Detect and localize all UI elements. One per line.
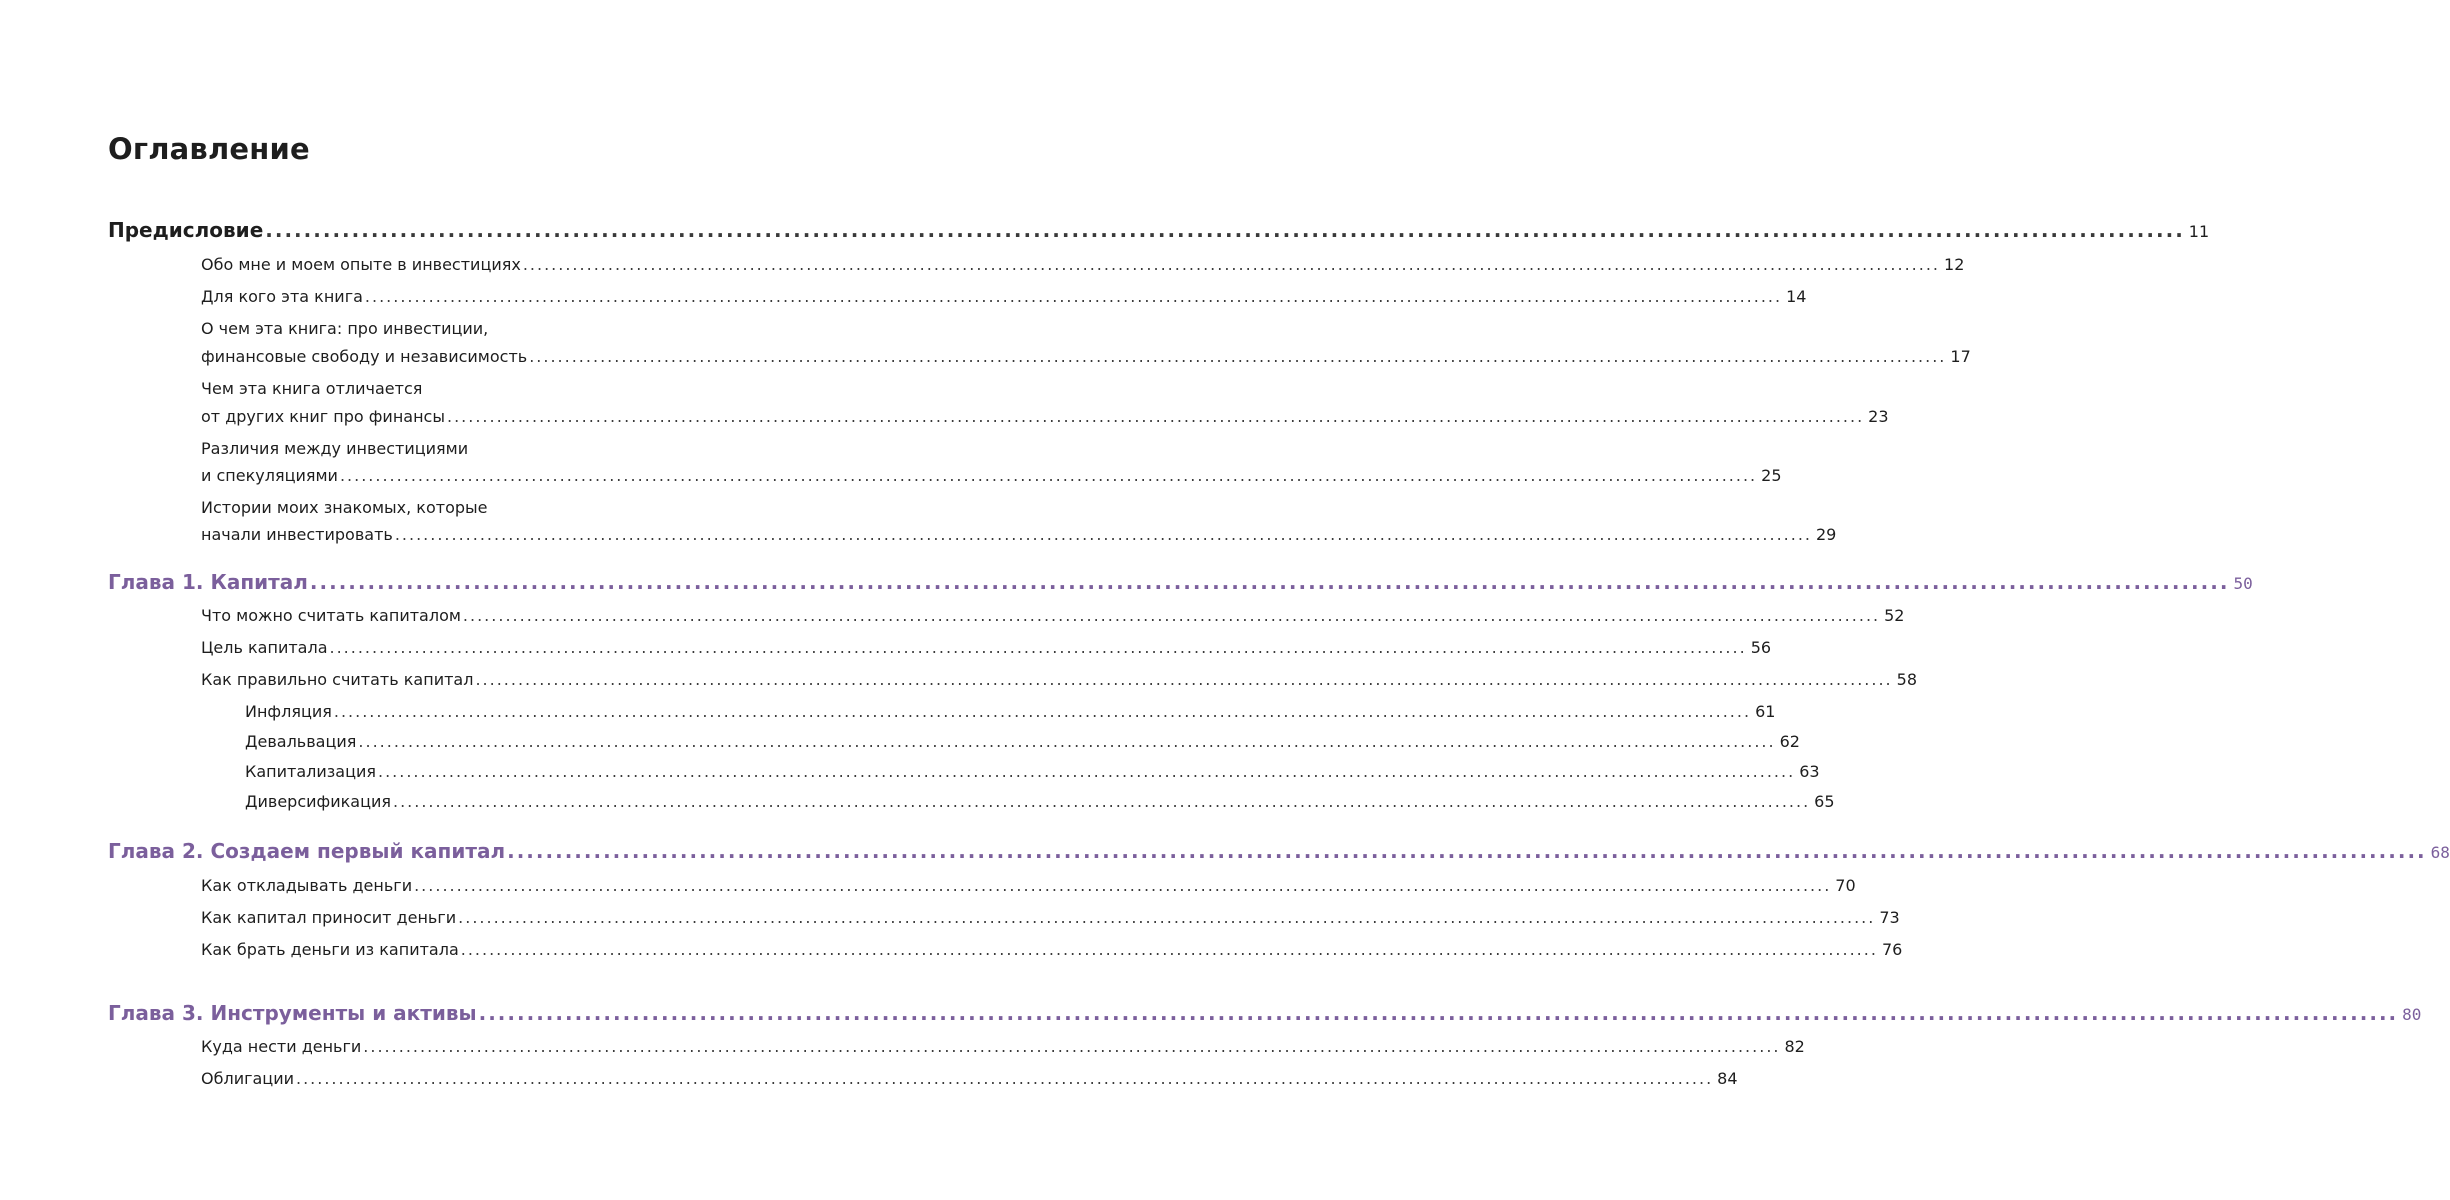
toc-entry-title-line1[interactable]: Чем эта книга отличается [201,379,423,398]
toc-entry-title: Как откладывать деньги [201,876,413,895]
toc-page-number: 80 [2402,1005,2422,1024]
toc-entry[interactable] [201,405,1889,429]
toc-entry-title: и спекуляциями [201,466,338,485]
dot-leader: ........................................................................................................................................................................................................ [378,762,1796,781]
dot-leader: ........................................................................................................................................................................................................ [446,407,1865,426]
toc-page-number: 52 [1884,606,1905,625]
toc-entry-title: Что можно считать капиталом [201,606,461,625]
toc-page-number: 73 [1879,908,1900,927]
dot-leader: ........................................................................................................................................................................................................ [364,287,1783,306]
toc-entry[interactable] [201,874,1856,898]
dot-leader: ........................................................................................................................................................................................................ [295,1069,1714,1088]
toc-page-number: 61 [1755,702,1776,721]
dot-leader: ........................................................................................................................................................................................................ [462,606,1881,625]
dot-leader: ........................................................................................................................................................................................................ [529,347,1947,366]
dot-leader: ........................................................................................................................................................................................................ [358,732,1776,751]
dot-leader: ........................................................................................................................................................................................................ [522,255,1941,274]
toc-page-number: 56 [1750,638,1772,657]
toc-entry[interactable] [201,345,1971,369]
dot-leader: ........................................................................................................................................................................................................ [392,792,1811,811]
toc-page-number: 25 [1761,466,1782,485]
toc-entry-title: Цель капитала [201,638,328,657]
toc-chapter-title: Глава 3. Инструменты и активы [108,1001,477,1025]
dot-leader: ........................................................................................................................................................................................................ [507,839,2427,863]
toc-page-number: 23 [1868,407,1889,426]
toc-entry-title: Куда нести деньги [201,1037,362,1056]
toc-entry[interactable] [201,938,1903,962]
toc-entry[interactable] [201,253,1965,277]
dot-leader: ........................................................................................................................................................................................................ [363,1037,1781,1056]
toc-entry[interactable] [201,906,1900,930]
toc-chapter-title: Глава 2. Создаем первый капитал [108,839,506,863]
dot-leader: ........................................................................................................................................................................................................ [339,466,1758,485]
toc-entry-title-line1[interactable]: О чем эта книга: про инвестиции, [201,319,489,338]
toc-entry-title: Капитализация [245,762,376,781]
toc-entry-title: Как правильно считать капитал [201,670,474,689]
toc-entry[interactable] [201,604,1905,628]
dot-leader: ........................................................................................................................................................................................................ [475,670,1893,689]
toc-page-number: 14 [1786,287,1807,306]
toc-entry-title: Диверсификация [245,792,391,811]
dot-leader: ........................................................................................................................................................................................................ [309,570,2230,594]
toc-page-number: 29 [1816,525,1837,544]
toc-subentry[interactable] [245,700,1776,724]
toc-page-number: 65 [1814,792,1835,811]
dot-leader: ........................................................................................................................................................................................................ [460,940,1878,959]
toc-page-number: 63 [1799,762,1820,781]
toc-entry[interactable] [201,636,1772,660]
toc-entry-title: финансовые свободу и независимость [201,347,528,366]
toc-page-number: 62 [1779,732,1800,751]
toc-page-number: 82 [1784,1037,1805,1056]
toc-entry-title: Девальвация [245,732,357,751]
toc-page-number: 84 [1717,1069,1738,1088]
dot-leader: ........................................................................................................................................................................................................ [329,638,1747,657]
toc-entry-title: от других книг про финансы [201,407,445,426]
toc-page-number: 50 [2233,574,2253,593]
toc-entry[interactable] [201,464,1782,488]
toc-subentry[interactable] [245,760,1820,784]
toc-entry-title-line1[interactable]: Различия между инвестициями [201,439,469,458]
dot-leader: ........................................................................................................................................................................................................ [265,218,2185,242]
dot-leader: ........................................................................................................................................................................................................ [333,702,1752,721]
toc-page-number: 12 [1944,255,1965,274]
toc-page-number: 11 [2188,222,2210,241]
toc-chapter-2[interactable] [108,837,2450,867]
toc-page-number: 17 [1950,347,1971,366]
toc-page-number: 70 [1835,876,1856,895]
dot-leader: ........................................................................................................................................................................................................ [394,525,1812,544]
toc-entry[interactable] [201,1035,1805,1059]
toc-entry-title-line1[interactable]: Истории моих знакомых, которые [201,498,488,517]
toc-entry[interactable] [201,285,1807,309]
dot-leader: ........................................................................................................................................................................................................ [414,876,1832,895]
toc-chapter-3[interactable] [108,999,2422,1029]
dot-leader: ........................................................................................................................................................................................................ [478,1001,2399,1025]
toc-entry-title: Инфляция [245,702,332,721]
toc-page-number: 68 [2430,843,2450,862]
toc-subentry[interactable] [245,790,1835,814]
toc-page-number: 58 [1896,670,1917,689]
toc-entry[interactable] [201,668,1917,692]
toc-chapter-1[interactable] [108,568,2253,598]
toc-entry-title: Как капитал приносит деньги [201,908,457,927]
dot-leader: ........................................................................................................................................................................................................ [458,908,1876,927]
toc-entry-title: Для кого эта книга [201,287,363,306]
toc-entry-title: Обо мне и моем опыте в инвестициях [201,255,521,274]
toc-entry-preface[interactable] [108,216,2210,246]
toc-entry[interactable] [201,1067,1738,1091]
toc-entry-title: Предисловие [108,218,264,242]
toc-page-number: 76 [1881,940,1903,959]
toc-entry-title: начали инвестировать [201,525,393,544]
toc-chapter-title: Глава 1. Капитал [108,570,308,594]
toc-entry-title: Облигации [201,1069,294,1088]
toc-subentry[interactable] [245,730,1800,754]
toc-entry-title: Как брать деньги из капитала [201,940,459,959]
page-title: Оглавление [108,132,310,166]
toc-entry[interactable] [201,523,1837,547]
